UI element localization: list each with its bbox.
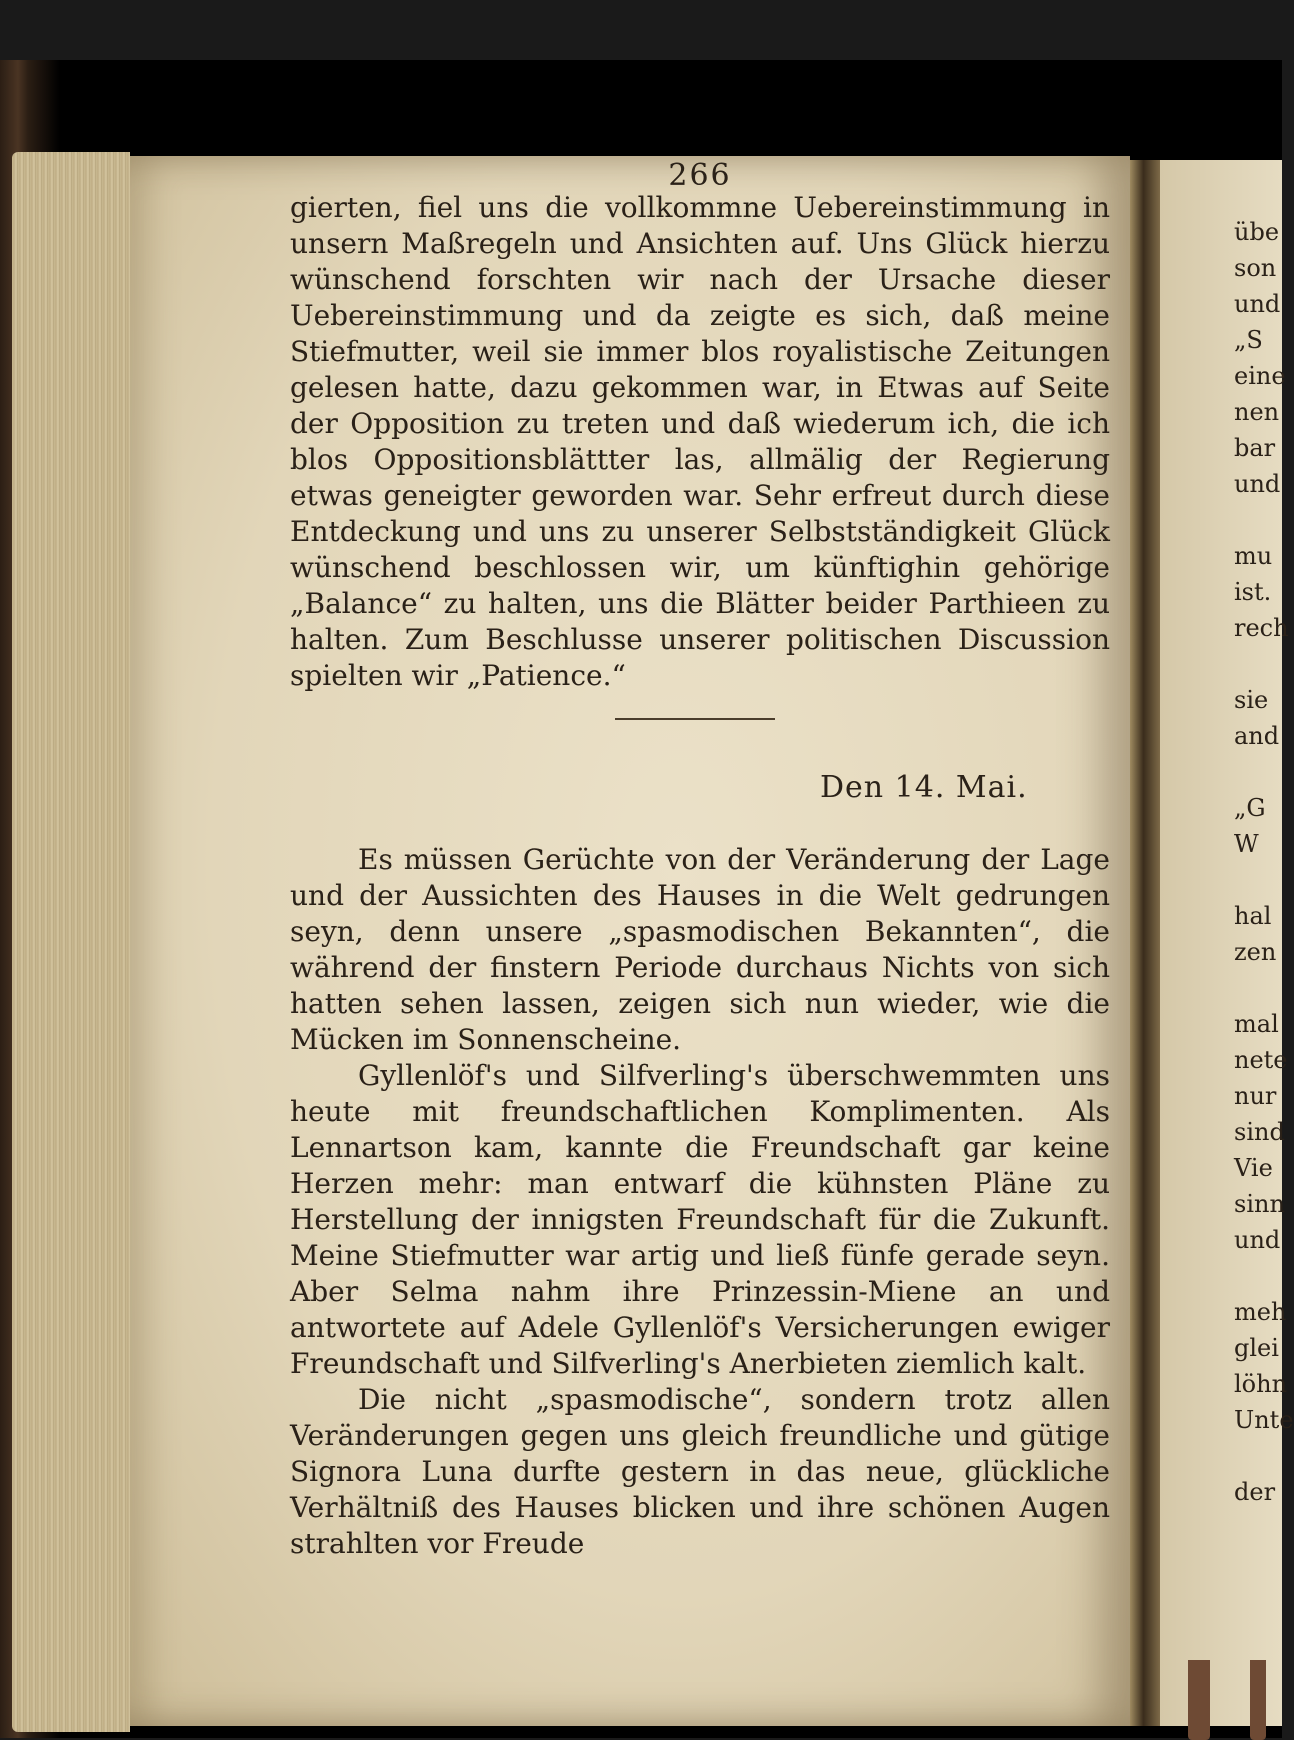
right-page-fragment: nen — [1234, 398, 1280, 426]
bookmark-ribbon — [1250, 1660, 1266, 1740]
page-number: 266 — [668, 158, 732, 193]
right-page-fragment: mu — [1234, 542, 1273, 570]
right-page-fragment: hal — [1234, 902, 1272, 930]
right-page-fragment: W — [1234, 830, 1259, 858]
right-page-fragment: nur — [1234, 1082, 1277, 1110]
right-page-fragment: und — [1234, 1226, 1281, 1254]
right-page-fragment — [1234, 970, 1284, 1006]
right-page-fragment — [1234, 754, 1284, 790]
paragraph: Es müssen Gerüchte von der Veränderung der Lage und der Aussichten des Hauses in die Welt gedrungen seyn, denn unsere „spasmodischen Bekannten“, die während der finstern Periode durchaus Nichts von sich hatten sehen lassen, zeigen sich nun wieder, wie die Mücken im Sonnenscheine. — [290, 843, 1110, 1056]
paragraph: gierten, fiel uns die vollkommne Uebereinstimmung in unsern Maßregeln und Ansichten auf. Uns Glück hierzu wünschend forschten wir nach der Ursache dieser Uebereinstimmung und da zeigte es sich, daß meine Stiefmutter, weil sie immer blos royalistische Zeitungen gelesen hatte, dazu gekommen war, in Etwas auf Seite der Opposition zu treten und daß wiederum ich, die ich blos Oppositionsblättter las, allmälig der Regierung etwas geneigter geworden war. Sehr erfreut durch diese Entdeckung und uns zu unserer Selbstständigkeit Glück wünschend beschlossen wir, um künftighin gehörige „Balance“ zu halten, uns die Blätter beider Parthieen zu halten. Zum Beschlusse unserer politischen Discussion spielten wir „Patience.“ — [290, 191, 1110, 692]
book-gutter — [1130, 160, 1160, 1726]
right-page-fragment — [1234, 502, 1284, 538]
right-page-fragment: mal — [1234, 1010, 1279, 1038]
right-page-fragment: sind — [1234, 1118, 1285, 1146]
right-page-fragment: nete — [1234, 1046, 1288, 1074]
page-edges — [12, 152, 130, 1732]
right-page-fragment: zen — [1234, 938, 1277, 966]
right-page-fragment: sie — [1234, 686, 1269, 714]
right-page-fragment: rech — [1234, 614, 1289, 642]
right-page-fragment — [1234, 1258, 1284, 1294]
right-page-fragment: and — [1234, 722, 1280, 750]
bookmark-ribbon — [1188, 1660, 1210, 1740]
right-page-fragment: „G — [1234, 794, 1266, 822]
right-page-fragment: son — [1234, 254, 1277, 282]
right-page-fragment: und — [1234, 290, 1281, 318]
paragraph: Die nicht „spasmodische“, sondern trotz allen Veränderungen gegen uns gleich freundliche und gütige Signora Luna durfte gestern in das neue, glückliche Verhältniß des Hauses blicken und ihre schönen Augen strahlten vor Freude — [290, 1383, 1110, 1560]
right-page-fragment: übe — [1234, 218, 1280, 246]
text-block-top — [290, 190, 1110, 694]
right-page-text-fragments — [1234, 214, 1294, 1510]
text-block-bottom — [290, 842, 1110, 1562]
right-page-fragment: und — [1234, 470, 1281, 498]
section-divider — [615, 718, 775, 720]
right-page-fragment: bar — [1234, 434, 1276, 462]
right-page-fragment: glei — [1234, 1334, 1279, 1362]
right-page-fragment: Vie — [1234, 1154, 1273, 1182]
right-page-fragment — [1234, 1438, 1284, 1474]
date-heading: Den 14. Mai. — [820, 770, 1028, 805]
right-page-fragment: ist. — [1234, 578, 1272, 606]
right-page-fragment: „S — [1234, 326, 1263, 354]
right-page-fragment: Unte — [1234, 1406, 1294, 1434]
right-page-fragment: sinn — [1234, 1190, 1285, 1218]
right-page-fragment: eine — [1234, 362, 1286, 390]
right-page-fragment — [1234, 862, 1284, 898]
paragraph: Gyllenlöf's und Silfverling's überschwemmten uns heute mit freundschaftlichen Komplimenten. Als Lennartson kam, kannte die Freundschaft gar keine Herzen mehr: man entwarf die kühnsten Pläne zu Herstellung der innigsten Freundschaft für die Zukunft. Meine Stiefmutter war artig und ließ fünfe gerade seyn. Aber Selma nahm ihre Prinzessin-Miene an und antwortete auf Adele Gyllenlöf's Versicherungen ewiger Freundschaft und Silfverling's Anerbieten ziemlich kalt. — [290, 1059, 1110, 1380]
right-page-fragment — [1234, 646, 1284, 682]
right-page-fragment: der — [1234, 1478, 1276, 1506]
right-page-fragment: löhn — [1234, 1370, 1288, 1398]
right-page-fragment: meh — [1234, 1298, 1287, 1326]
